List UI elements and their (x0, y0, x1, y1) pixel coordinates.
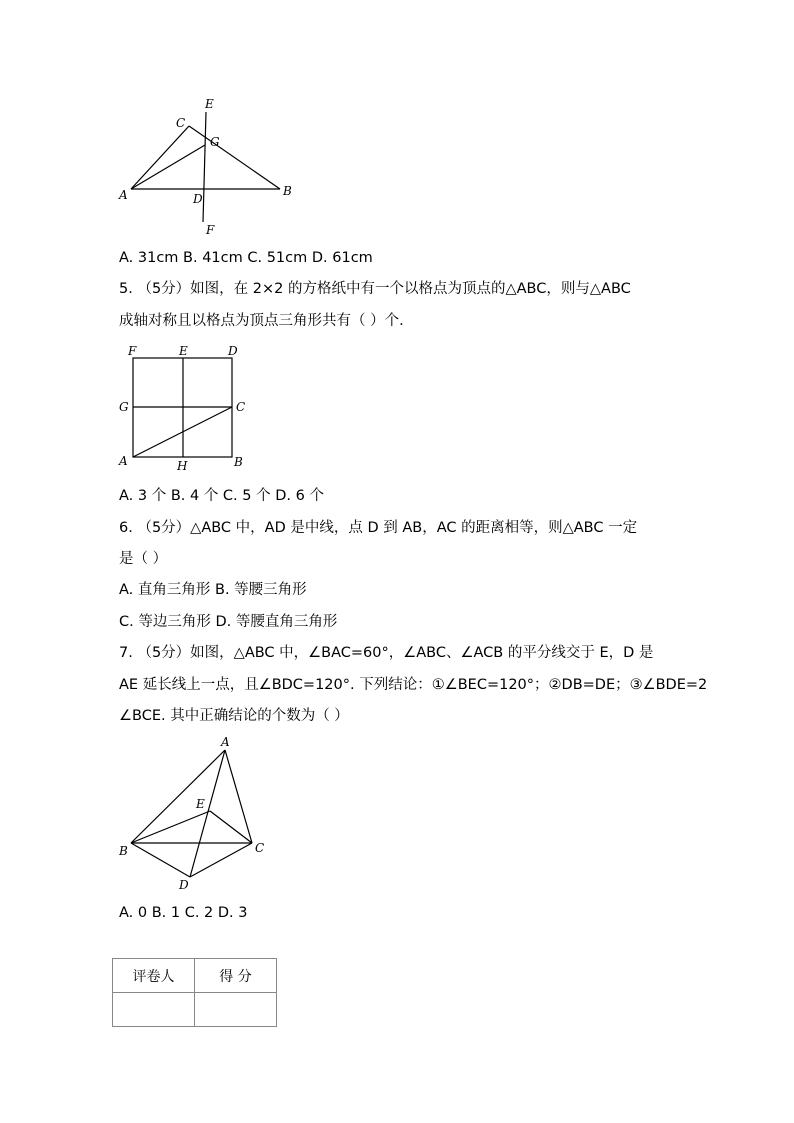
score-header: 得 分 (195, 959, 277, 993)
q6-options-row1: A. 直角三角形 B. 等腰三角形 (119, 582, 307, 598)
label-E: E (205, 97, 214, 111)
label-C: C (236, 400, 246, 414)
q6-options-row2: C. 等边三角形 D. 等腰直角三角形 (119, 614, 338, 630)
label-H: H (177, 459, 188, 473)
q4-figure (115, 95, 305, 240)
segment-CE (210, 811, 252, 843)
q4-options: A. 31cm B. 41cm C. 51cm D. 61cm (119, 250, 373, 266)
label-D: D (179, 878, 189, 892)
label-E: E (196, 797, 205, 811)
q6-stem-line2: 是（ ） (119, 551, 168, 567)
segment-AD (190, 750, 225, 877)
score-cell[interactable] (195, 993, 277, 1027)
q7-stem-line1: 7. （5分）如图，△ABC 中，∠BAC=60°，∠ABC、∠ACB 的平分线交于 E，D 是 (119, 645, 654, 661)
label-F: F (206, 223, 215, 237)
segment-BE (131, 811, 210, 843)
label-C: C (255, 841, 265, 855)
q5-stem-line1: 5. （5分）如图，在 2×2 的方格纸中有一个以格点为顶点的△ABC，则与△ABC (119, 281, 631, 297)
label-A: A (119, 454, 128, 468)
grader-table (112, 958, 277, 1027)
label-B: B (119, 844, 128, 858)
segment-AC (131, 126, 189, 189)
line-AG (131, 145, 205, 189)
q5-figure (115, 340, 255, 475)
q7-options: A. 0 B. 1 C. 2 D. 3 (119, 905, 248, 921)
segment-BD (131, 843, 190, 877)
segment-AB (131, 750, 225, 843)
label-E: E (179, 344, 188, 358)
line-EF (203, 112, 206, 222)
label-D: D (193, 192, 203, 206)
label-B: B (234, 455, 243, 469)
segment-CB (189, 126, 280, 189)
segment-AC (225, 750, 252, 843)
q5-stem-line2: 成轴对称且以格点为顶点三角形共有（ ）个. (119, 313, 404, 329)
q7-stem-line3: ∠BCE. 其中正确结论的个数为（ ） (119, 708, 349, 724)
label-D: D (228, 344, 238, 358)
q7-figure (115, 730, 275, 895)
q7-stem-line2: AE 延长线上一点，且∠BDC=120°. 下列结论：①∠BEC=120°；②DB=DE；③∠BDE=2 (119, 677, 708, 693)
q6-stem-line1: 6. （5分）△ABC 中，AD 是中线，点 D 到 AB，AC 的距离相等，则△ABC 一定 (119, 520, 638, 536)
reviewer-header: 评卷人 (113, 959, 195, 993)
label-A: A (221, 735, 230, 749)
q5-options: A. 3 个 B. 4 个 C. 5 个 D. 6 个 (119, 488, 324, 504)
label-C: C (176, 116, 186, 130)
label-G: G (210, 135, 220, 149)
segment-CD (190, 843, 252, 877)
label-F: F (128, 344, 137, 358)
label-A: A (119, 188, 128, 202)
label-B: B (283, 184, 292, 198)
label-G: G (119, 400, 129, 414)
reviewer-cell[interactable] (113, 993, 195, 1027)
